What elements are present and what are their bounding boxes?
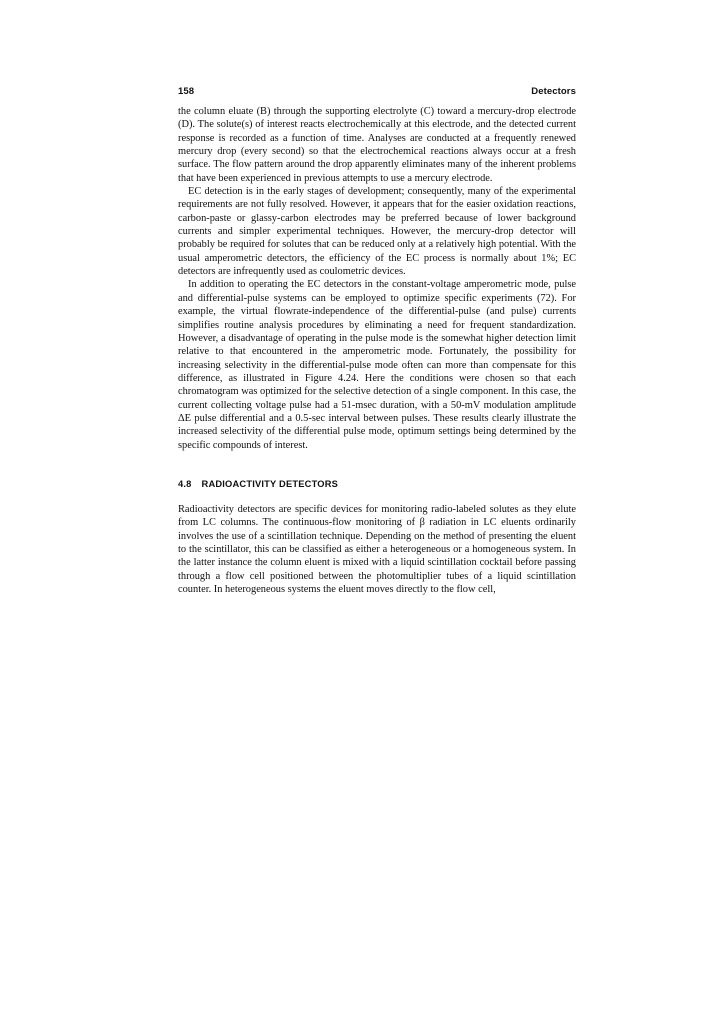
section-heading bbox=[178, 479, 576, 489]
paragraph-pulse-modes: In addition to operating the EC detectors in the constant-voltage amperometric mode, pulse and differential-pulse systems can be employed to optimize specific experiments (72). For example, the virtual flowrate-independence of the differential-pulse (and pulse) currents simplifies routine analysis procedures by eliminating a need for frequent standardization. However, a disadvantage of operating in the pulse mode is the somewhat higher detection limit relative to that encountered in the amperometric mode. Fortunately, the possibility for increasing selectivity in the differential-pulse mode often can more than compensate for this difference, as illustrated in Figure 4.24. Here the conditions were chosen so that each chromatogram was optimized for the selective detection of a single component. In this case, the current collecting voltage pulse had a 51-msec duration, with a 50-mV modulation amplitude ΔE pulse differential and a 0.5-sec interval between pulses. These results clearly illustrate the increased selectivity of the differential pulse mode, optimum settings being determined by the specific compounds of interest. bbox=[178, 279, 576, 451]
paragraph-radioactivity: Radioactivity detectors are specific devices for monitoring radio-labeled solutes as they elute from LC columns. The continuous-flow monitoring of β radiation in LC eluents ordinarily involves the use of a scintillation technique. Depending on the method of presenting the eluent to the scintillator, this can be classified as either a heterogeneous or a homogeneous system. In the latter instance the column eluent is mixed with a liquid scintillation cocktail before passing through a flow cell positioned between the photomultiplier tubes of a liquid scintillation counter. In heterogeneous systems the eluent moves directly to the flow cell, bbox=[178, 503, 576, 595]
paragraph-ec-detection: EC detection is in the early stages of development; consequently, many of the experimental requirements are not fully resolved. However, it appears that for the easier oxidation reactions, carbon-paste or glassy-carbon electrodes may be preferred because of lower background currents and simpler experimental techniques. However, the mercury-drop detector will probably be required for solutes that can be reduced only at a relatively high potential. With the usual amperometric detectors, the efficiency of the EC process is normally about 1%; EC detectors are infrequently used as coulometric devices. bbox=[178, 186, 576, 278]
running-title: Detectors bbox=[531, 86, 576, 97]
page-number: 158 bbox=[178, 86, 195, 97]
running-head bbox=[178, 86, 576, 97]
section-title: RADIOACTIVITY DETECTORS bbox=[201, 478, 339, 489]
section-number: 4.8 bbox=[178, 478, 192, 489]
paragraph-continued: the column eluate (B) through the supporting electrolyte (C) toward a mercury-drop electrode (D). The solute(s) of interest reacts electrochemically at this electrode, and the detected current response is recorded as a function of time. Analyses are conducted at a frequently renewed mercury drop (every second) so that the electrochemical reactions always occur at a fresh surface. The flow pattern around the drop apparently eliminates many of the inherent problems that have been experienced in previous attempts to use a mercury electrode. bbox=[178, 106, 576, 184]
book-page bbox=[178, 86, 576, 596]
